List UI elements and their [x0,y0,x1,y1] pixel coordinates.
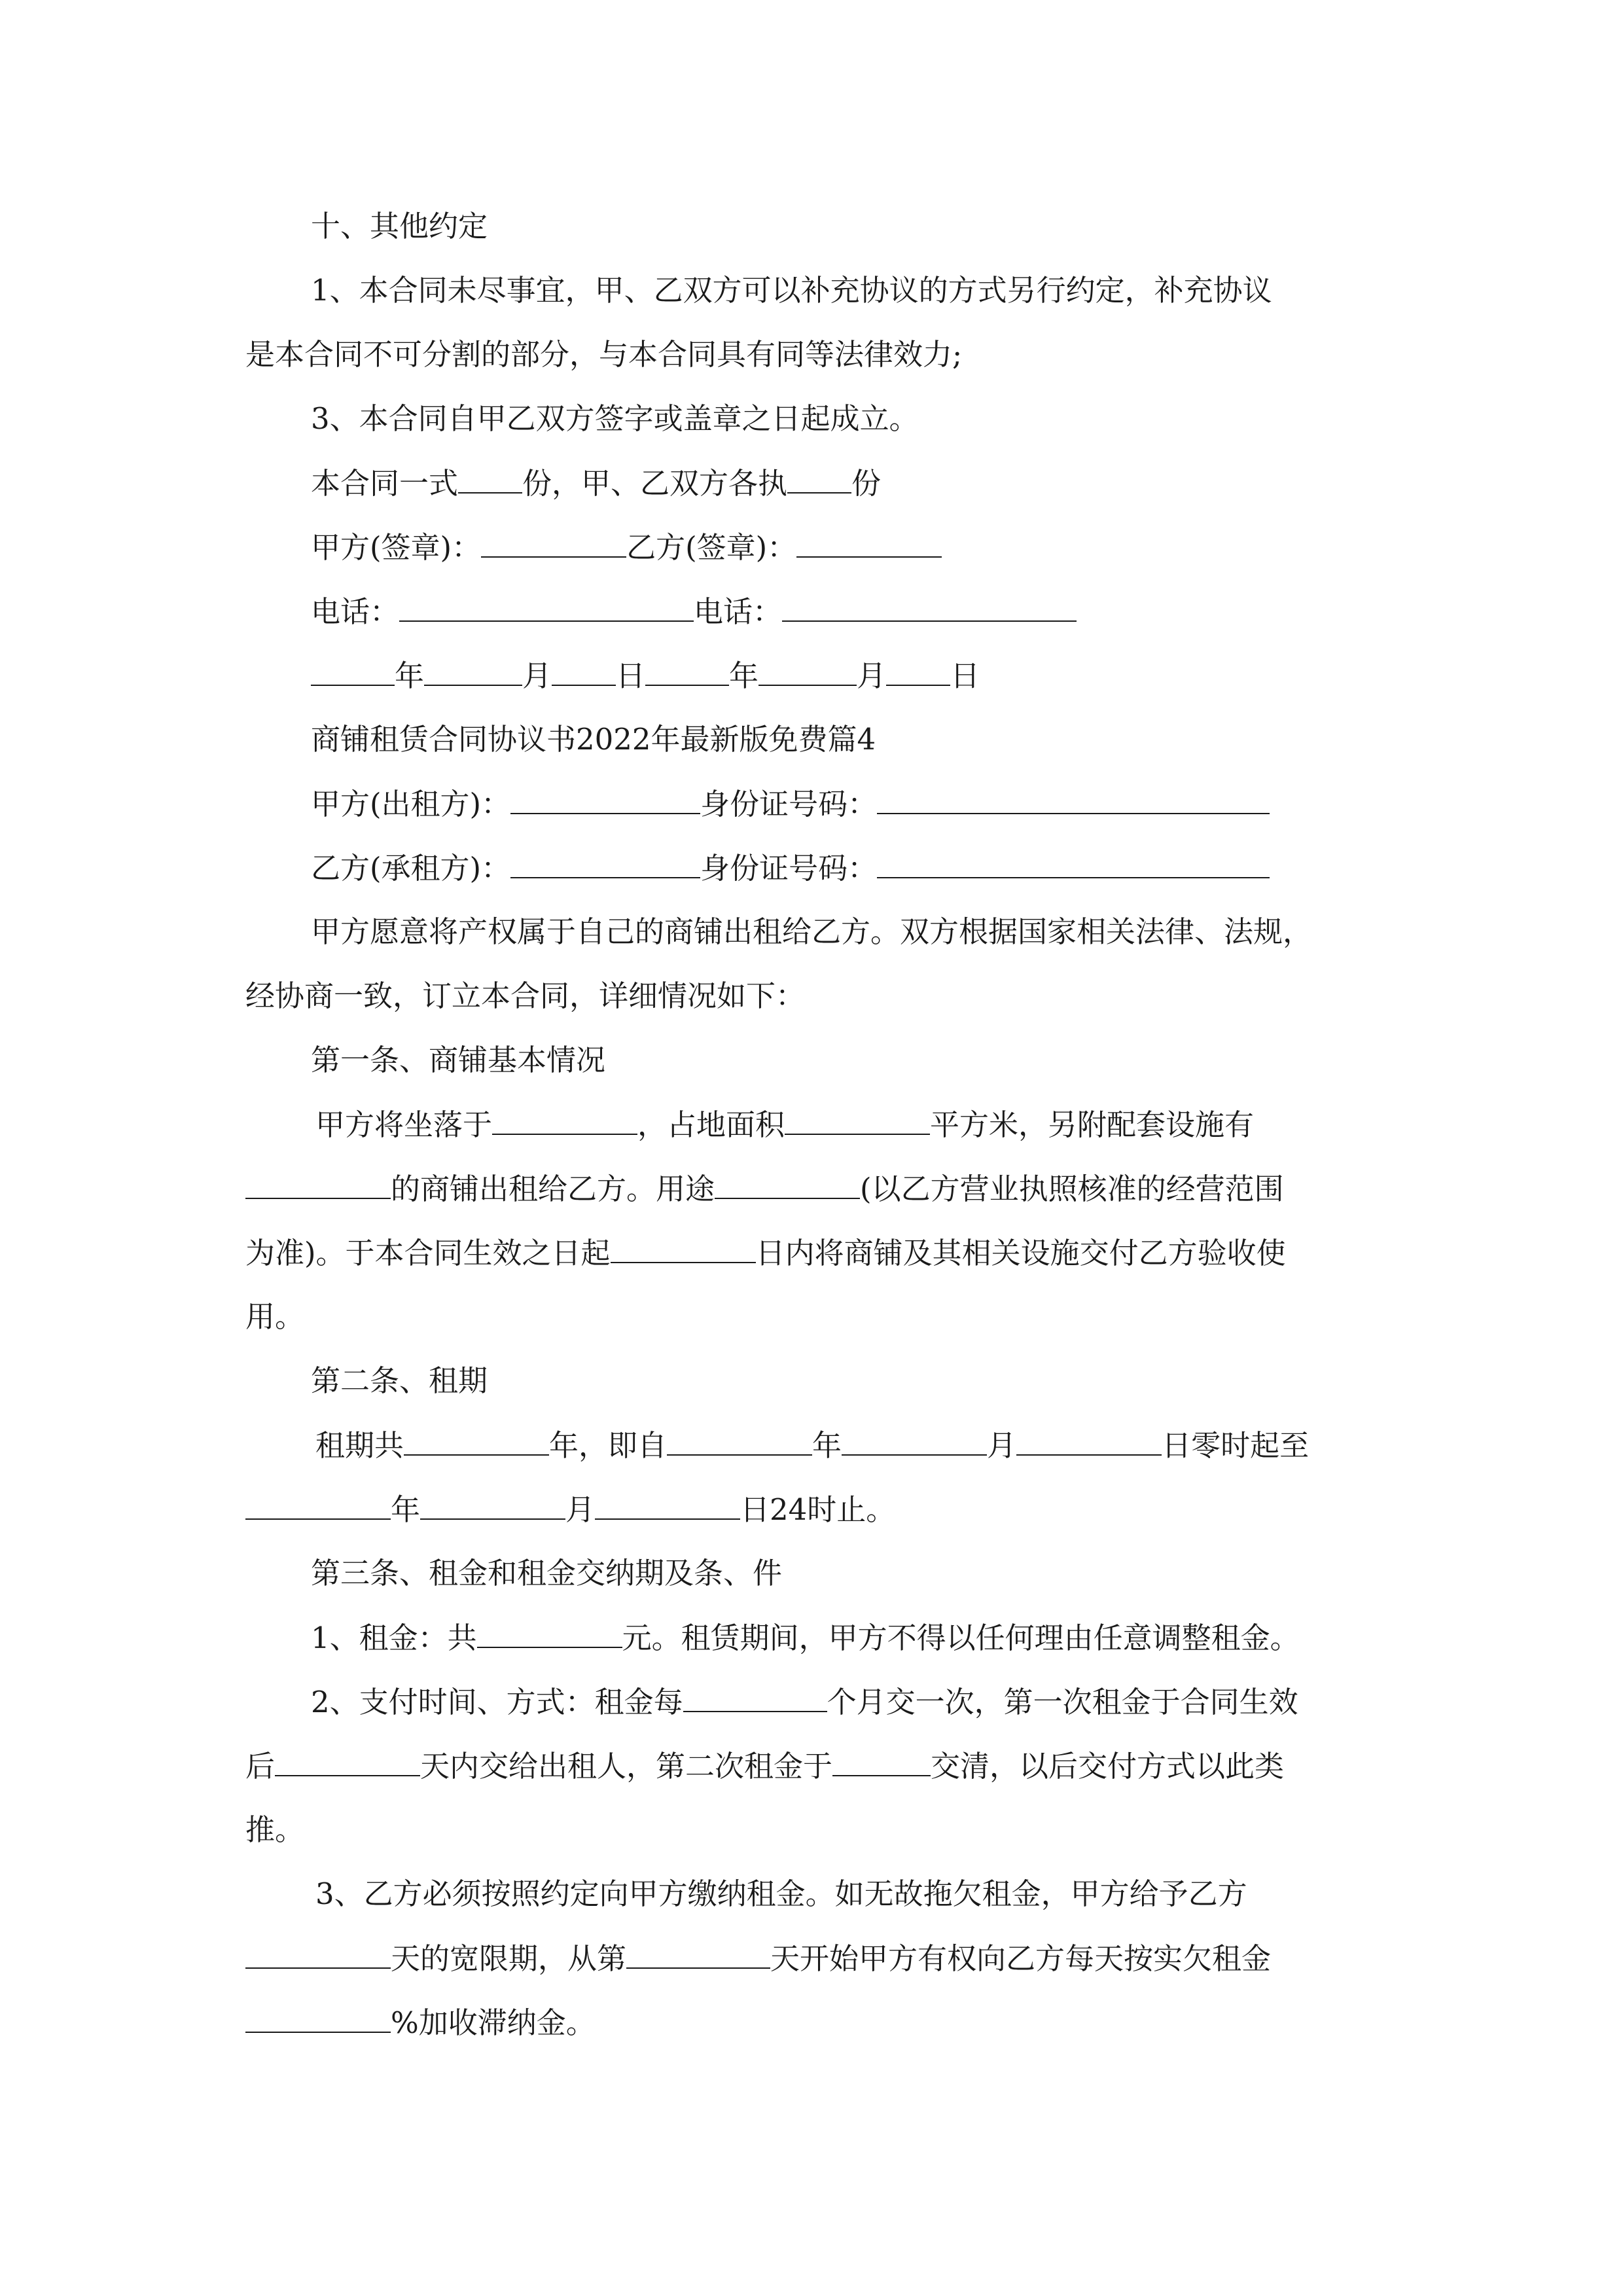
paragraph-line [315,1426,1309,1465]
copies-line [311,463,881,503]
paragraph-line: 推。 [245,1812,305,1847]
blank-field [510,784,700,814]
document-title: 商铺租赁合同协议书2022年最新版免费篇4 [311,722,876,757]
text-fragment: ，占地面积 [637,1107,785,1142]
blank-field [245,1169,391,1199]
text-fragment: 月 [565,1492,596,1527]
blank-field [552,656,616,686]
text-fragment: 后 [245,1749,276,1784]
blank-field [245,2003,391,2033]
text-fragment: (以乙方营业执照核准的经营范围 [860,1172,1284,1206]
blank-field [404,1426,549,1456]
text-fragment: 元。租赁期间，甲方不得以任何理由任意调整租金。 [622,1621,1300,1655]
text-fragment: 租期共 [315,1428,404,1463]
month-label: 月 [857,658,887,693]
blank-field [492,1105,637,1135]
date-line [311,656,980,695]
text-fragment: 2、支付时间、方式：租金每 [311,1685,683,1719]
text-fragment: %加收滞纳金。 [391,2005,596,2040]
blank-field [1016,1426,1162,1456]
signature-line [311,528,942,567]
article-heading: 第三条、租金和租金交纳期及条、件 [311,1556,783,1590]
paragraph-line: 用。 [245,1299,305,1334]
text-fragment: 平方米，另附配套设施有 [930,1107,1255,1142]
blank-field [877,848,1270,878]
text-fragment: 天开始甲方有权向乙方每天按实欠租金 [770,1941,1272,1976]
text-fragment: 年，即自 [549,1428,668,1463]
text-fragment: 月 [987,1428,1017,1463]
month-label: 月 [522,658,552,693]
copies-label: 份，甲、乙双方各执 [522,466,788,501]
blank-field [785,1105,930,1135]
party-b-signature-label: 乙方(签章)： [626,530,797,565]
lessor-label: 甲方(出租方)： [311,787,511,821]
blank-field [595,1490,740,1520]
paragraph-line [311,1618,1300,1657]
year-label: 年 [395,658,425,693]
paragraph-line: 3、乙方必须按照约定向甲方缴纳租金。如无故拖欠租金，甲方给予乙方 [315,1876,1247,1911]
paragraph-line [315,1105,1254,1144]
blank-field [458,463,522,493]
blank-field [611,1233,756,1263]
text-fragment: 天的宽限期，从第 [391,1941,627,1976]
blank-field [645,656,729,686]
text-fragment: 天内交给出租人，第二次租金于 [420,1749,833,1784]
blank-field [424,656,522,686]
paragraph-line [311,1682,1298,1721]
blank-field [715,1169,860,1199]
article-heading: 第二条、租期 [311,1363,488,1398]
paragraph-line [245,1169,1284,1208]
text-fragment: 为准)。于本合同生效之日起 [245,1236,611,1270]
blank-field [311,656,395,686]
article-heading: 第一条、商铺基本情况 [311,1043,606,1077]
blank-field [626,1939,770,1969]
paragraph-line [245,1746,1284,1785]
blank-field [787,463,851,493]
blank-field [842,1426,987,1456]
copies-label: 本合同一式 [311,466,459,501]
paragraph-line [245,2003,596,2042]
blank-field [420,1490,565,1520]
section-heading: 十、其他约定 [311,209,488,243]
party-a-signature-label: 甲方(签章)： [311,530,482,565]
text-fragment: 个月交一次，第一次租金于合同生效 [827,1685,1298,1719]
blank-field [667,1426,812,1456]
blank-field [877,784,1270,814]
blank-field [477,1618,622,1648]
paragraph-line: 经协商一致，订立本合同，详细情况如下： [245,978,806,1013]
blank-field [886,656,950,686]
blank-field [245,1490,391,1520]
day-label: 日 [950,658,980,693]
year-label: 年 [729,658,759,693]
blank-field [782,592,1077,622]
lessor-line [311,784,1270,823]
blank-field [245,1939,391,1969]
blank-field [796,528,942,558]
text-fragment: 的商铺出租给乙方。用途 [391,1172,715,1206]
copies-label: 份 [851,466,882,501]
paragraph-line: 3、本合同自甲乙双方签字或盖章之日起成立。 [311,401,919,436]
id-number-label: 身份证号码： [700,787,878,821]
paragraph-line [245,1233,1286,1272]
text-fragment: 1、租金：共 [311,1621,477,1655]
blank-field [510,848,700,878]
text-fragment: 交清，以后交付方式以此类 [931,1749,1285,1784]
blank-field [758,656,857,686]
day-label: 日 [616,658,646,693]
lessee-line [311,848,1270,888]
id-number-label: 身份证号码： [700,851,878,886]
text-fragment: 年 [812,1428,842,1463]
text-fragment: 日24时止。 [740,1492,896,1527]
phone-line [311,592,1077,631]
paragraph-line [245,1490,895,1529]
text-fragment: 日内将商铺及其相关设施交付乙方验收使 [755,1236,1286,1270]
text-fragment: 年 [391,1492,421,1527]
paragraph-line [245,1939,1271,1978]
blank-field [481,528,626,558]
blank-field [275,1746,420,1776]
paragraph-line: 1、本合同未尽事宜，甲、乙双方可以补充协议的方式另行约定，补充协议 [311,273,1272,308]
phone-label: 电话： [694,594,783,629]
blank-field [832,1746,931,1776]
paragraph-line: 甲方愿意将产权属于自己的商铺出租给乙方。双方根据国家相关法律、法规， [311,914,1313,949]
blank-field [683,1682,827,1712]
paragraph-line: 是本合同不可分割的部分，与本合同具有同等法律效力; [245,337,963,372]
blank-field [399,592,694,622]
lessee-label: 乙方(承租方)： [311,851,511,886]
phone-label: 电话： [311,594,400,629]
text-fragment: 甲方将坐落于 [315,1107,493,1142]
text-fragment: 日零时起至 [1162,1428,1310,1463]
